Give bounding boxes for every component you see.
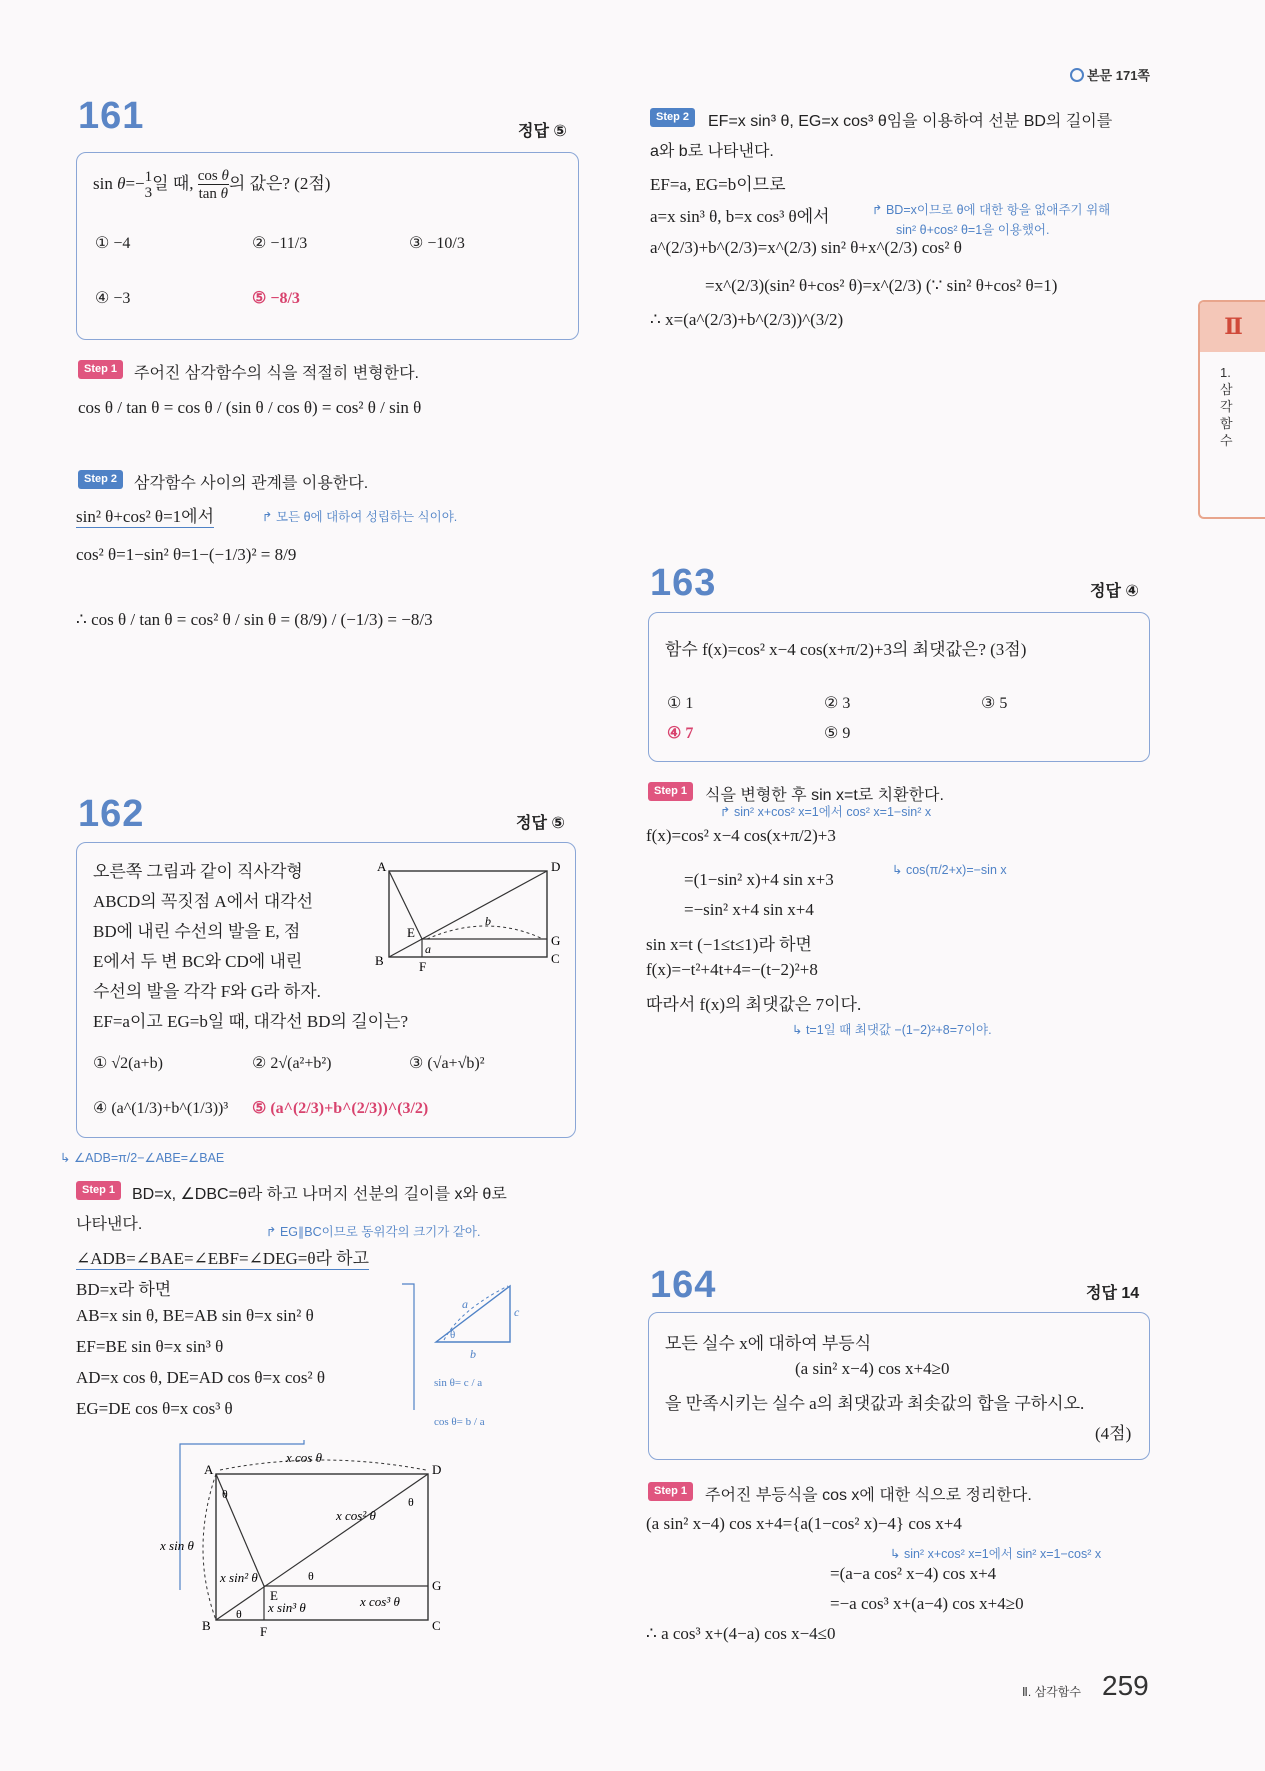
step-badge: Step 1 xyxy=(648,782,693,801)
svg-text:θ: θ xyxy=(450,1329,456,1341)
answer-label: 정답 ⑤ xyxy=(516,815,565,832)
svg-text:C: C xyxy=(551,951,560,966)
choice-4[interactable]: ④ (a^(1/3)+b^(1/3))³ xyxy=(93,1100,229,1117)
choice-1[interactable]: ① −4 xyxy=(95,235,131,252)
choice-5[interactable]: ⑤ 9 xyxy=(824,725,851,742)
problem-number: 163 xyxy=(650,562,717,604)
svg-text:a: a xyxy=(425,942,431,956)
problem-number: 164 xyxy=(650,1264,717,1306)
svg-text:A: A xyxy=(377,859,387,874)
choice-3[interactable]: ③ −10/3 xyxy=(409,235,465,252)
equation: cos² θ=1−sin² θ=1−(−1/3)² = 8/9 xyxy=(76,545,297,564)
choice-2[interactable]: ② 3 xyxy=(824,695,851,712)
svg-text:F: F xyxy=(260,1624,268,1639)
answer-label: 정답 ⑤ xyxy=(518,123,567,140)
problem-number: 162 xyxy=(78,793,145,835)
equation: =−a cos³ x+(a−4) cos x+4≥0 xyxy=(830,1594,1024,1613)
choice-4-checked[interactable]: ④ 7 xyxy=(667,725,694,742)
svg-text:b: b xyxy=(485,914,491,928)
choice-1[interactable]: ① 1 xyxy=(667,695,694,712)
question-box xyxy=(648,612,1150,762)
step-text: BD=x, ∠DBC=θ라 하고 나머지 선분의 길이를 x와 θ로 xyxy=(132,1186,507,1203)
step-text: 주어진 부등식을 cos x에 대한 식으로 정리한다. xyxy=(705,1487,1032,1504)
equation: (a sin² x−4) cos x+4={a(1−cos² x)−4} cos x+4 xyxy=(646,1514,962,1533)
step-text: EF=x sin³ θ, EG=x cos³ θ임을 이용하여 선분 BD의 길이를 xyxy=(708,113,1113,130)
equation: BD=x라 하면 xyxy=(76,1280,172,1299)
question-box xyxy=(76,842,576,1138)
question-text: 모든 실수 x에 대하여 부등식 xyxy=(665,1334,872,1353)
svg-text:E: E xyxy=(407,925,415,940)
page-number: 259 xyxy=(1102,1670,1149,1701)
svg-text:θ: θ xyxy=(222,1487,228,1501)
svg-text:x cos θ: x cos θ xyxy=(286,1450,322,1465)
svg-text:cos θ= b / a: cos θ= b / a xyxy=(434,1416,485,1428)
annotation-note: ↱ BD=x이므로 θ에 대한 항을 없애주기 위해 xyxy=(872,203,1111,217)
choice-4[interactable]: ④ −3 xyxy=(95,290,131,307)
annotation-note: ↳ sin² x+cos² x=1에서 sin² x=1−cos² x xyxy=(890,1547,1102,1561)
equation: ∴ x=(a^(2/3)+b^(2/3))^(3/2) xyxy=(650,310,844,329)
question-text: 함수 f(x)=cos² x−4 cos(x+π/2)+3의 최댓값은? (3점) xyxy=(665,640,1027,659)
circle-icon xyxy=(1070,68,1084,82)
equation: =(1−sin² x)+4 sin x+3 xyxy=(684,870,834,889)
choice-5-checked[interactable]: ⑤ −8/3 xyxy=(252,290,300,307)
chapter-tab-text: 1. 삼각함수 xyxy=(1220,365,1233,448)
svg-text:a: a xyxy=(462,1297,468,1311)
svg-text:E: E xyxy=(270,1588,278,1603)
equation: sin x=t (−1≤t≤1)라 하면 xyxy=(646,935,812,954)
svg-text:θ: θ xyxy=(236,1607,242,1621)
triangle-figure xyxy=(400,1280,530,1440)
choice-2[interactable]: ② 2√(a²+b²) xyxy=(252,1055,332,1072)
solution-figure xyxy=(160,1440,500,1640)
annotation-note: ↱ EG∥BC이므로 동위각의 크기가 같아. xyxy=(266,1225,481,1239)
question-text: 을 만족시키는 실수 a의 최댓값과 최솟값의 합을 구하시오. xyxy=(665,1394,1085,1413)
equation: f(x)=cos² x−4 cos(x+π/2)+3 xyxy=(646,826,836,845)
svg-text:x sin² θ: x sin² θ xyxy=(220,1570,258,1585)
equation: AD=x cos θ, DE=AD cos θ=x cos² θ xyxy=(76,1368,326,1387)
svg-text:b: b xyxy=(470,1347,476,1361)
svg-text:θ: θ xyxy=(408,1495,414,1509)
equation: AB=x sin θ, BE=AB sin θ=x sin² θ xyxy=(76,1306,314,1325)
equation: a^(2/3)+b^(2/3)=x^(2/3) sin² θ+x^(2/3) cos² θ xyxy=(650,238,962,257)
annotation-note: sin² θ+cos² θ=1을 이용했어. xyxy=(896,223,1050,237)
question-text: sin θ=−1 3일 때, cos θ tan θ의 값은? (2점) xyxy=(93,168,331,202)
choice-3[interactable]: ③ (√a+√b)² xyxy=(409,1055,485,1072)
equation: ∴ a cos³ x+(4−a) cos x−4≤0 xyxy=(646,1624,836,1643)
svg-text:B: B xyxy=(202,1618,211,1633)
svg-text:F: F xyxy=(419,959,427,973)
step-badge: Step 1 xyxy=(76,1181,121,1200)
page-ref: 본문 171쪽 xyxy=(1070,65,1150,84)
equation: =(a−a cos² x−4) cos x+4 xyxy=(830,1564,997,1583)
svg-text:G: G xyxy=(432,1578,442,1593)
svg-text:G: G xyxy=(551,933,561,948)
step-text: a와 b로 나타낸다. xyxy=(650,143,774,160)
step-badge: Step 1 xyxy=(78,360,123,379)
choice-3[interactable]: ③ 5 xyxy=(981,695,1008,712)
step1-equation: cos θ / tan θ = cos θ / (sin θ / cos θ) = cos² θ / sin θ xyxy=(78,398,422,417)
svg-text:B: B xyxy=(375,953,384,968)
choice-2[interactable]: ② −11/3 xyxy=(252,235,308,252)
answer-label: 정답 ④ xyxy=(1090,583,1139,600)
equation: =x^(2/3)(sin² θ+cos² θ)=x^(2/3) (∵ sin² θ+cos² θ=1) xyxy=(705,276,1058,295)
svg-text:θ: θ xyxy=(308,1569,314,1583)
choice-1[interactable]: ① √2(a+b) xyxy=(93,1055,163,1072)
svg-text:x sin θ: x sin θ xyxy=(160,1538,194,1553)
question-text: 오른쪽 그림과 같이 직사각형 ABCD의 꼭짓점 A에서 대각선 BD에 내린 수선의 발을 E, 점 E에서 두 변 BC와 CD에 내린 수선의 발을 각각 F와 G라 하자. EF=a이고 EG=b일 때, 대각선 BD의 길이는? xyxy=(93,862,409,1031)
rectangle-figure xyxy=(367,853,567,973)
equation: =−sin² x+4 sin x+4 xyxy=(684,900,814,919)
svg-text:c: c xyxy=(514,1305,520,1319)
question-box xyxy=(648,1312,1150,1460)
equation: f(x)=−t²+4t+4=−(t−2)²+8 xyxy=(646,960,818,979)
chapter-tab-roman: Ⅱ xyxy=(1200,302,1265,352)
equation: ∠ADB=∠BAE=∠EBF=∠DEG=θ라 하고 xyxy=(76,1244,369,1270)
annotation-note: ↳ cos(π/2+x)=−sin x xyxy=(892,863,1007,877)
equation: a=x sin³ θ, b=x cos³ θ에서 xyxy=(650,207,830,226)
question-box xyxy=(76,152,579,340)
step-text: 식을 변형한 후 sin x=t로 치환한다. xyxy=(705,787,944,804)
step-badge: Step 2 xyxy=(78,470,123,489)
step-badge: Step 1 xyxy=(648,1482,693,1501)
svg-text:x cos³ θ: x cos³ θ xyxy=(360,1594,400,1609)
svg-text:sin θ= c / a: sin θ= c / a xyxy=(434,1377,483,1389)
annotation-note: ↱ 모든 θ에 대하여 성립하는 식이야. xyxy=(262,510,458,524)
chapter-tab xyxy=(1198,300,1265,519)
equation: sin² θ+cos² θ=1에서 xyxy=(76,502,214,528)
step-text: 나타낸다. xyxy=(76,1216,143,1233)
svg-text:D: D xyxy=(551,859,561,874)
annotation-note: ↱ sin² x+cos² x=1에서 cos² x=1−sin² x xyxy=(720,805,932,819)
footer-chapter: Ⅱ. 삼각함수 xyxy=(1022,1685,1081,1699)
question-points: (4점) xyxy=(1095,1424,1132,1443)
svg-text:x cos² θ: x cos² θ xyxy=(336,1508,376,1523)
problem-number: 161 xyxy=(78,95,145,137)
question-text: (a sin² x−4) cos x+4≥0 xyxy=(795,1359,950,1378)
equation: ∴ cos θ / tan θ = cos² θ / sin θ = (8/9) / (−1/3) = −8/3 xyxy=(76,610,433,629)
svg-text:D: D xyxy=(432,1462,442,1477)
choice-5-checked[interactable]: ⑤ (a^(2/3)+b^(2/3))^(3/2) xyxy=(252,1100,429,1117)
annotation-note: ↳ t=1일 때 최댓값 −(1−2)²+8=7이야. xyxy=(792,1023,992,1037)
annotation-note: ↳ ∠ADB=π/2−∠ABE=∠BAE xyxy=(60,1151,225,1165)
equation: EF=BE sin θ=x sin³ θ xyxy=(76,1337,224,1356)
svg-text:A: A xyxy=(204,1462,214,1477)
step-badge: Step 2 xyxy=(650,108,695,127)
svg-text:C: C xyxy=(432,1618,441,1633)
answer-label: 정답 14 xyxy=(1086,1285,1140,1302)
equation: 따라서 f(x)의 최댓값은 7이다. xyxy=(646,995,862,1014)
svg-text:x sin³ θ: x sin³ θ xyxy=(268,1600,306,1615)
equation: EG=DE cos θ=x cos³ θ xyxy=(76,1399,233,1418)
step-text: 삼각함수 사이의 관계를 이용한다. xyxy=(134,475,369,492)
equation: EF=a, EG=b이므로 xyxy=(650,175,786,194)
step-text: 주어진 삼각함수의 식을 적절히 변형한다. xyxy=(134,365,419,382)
